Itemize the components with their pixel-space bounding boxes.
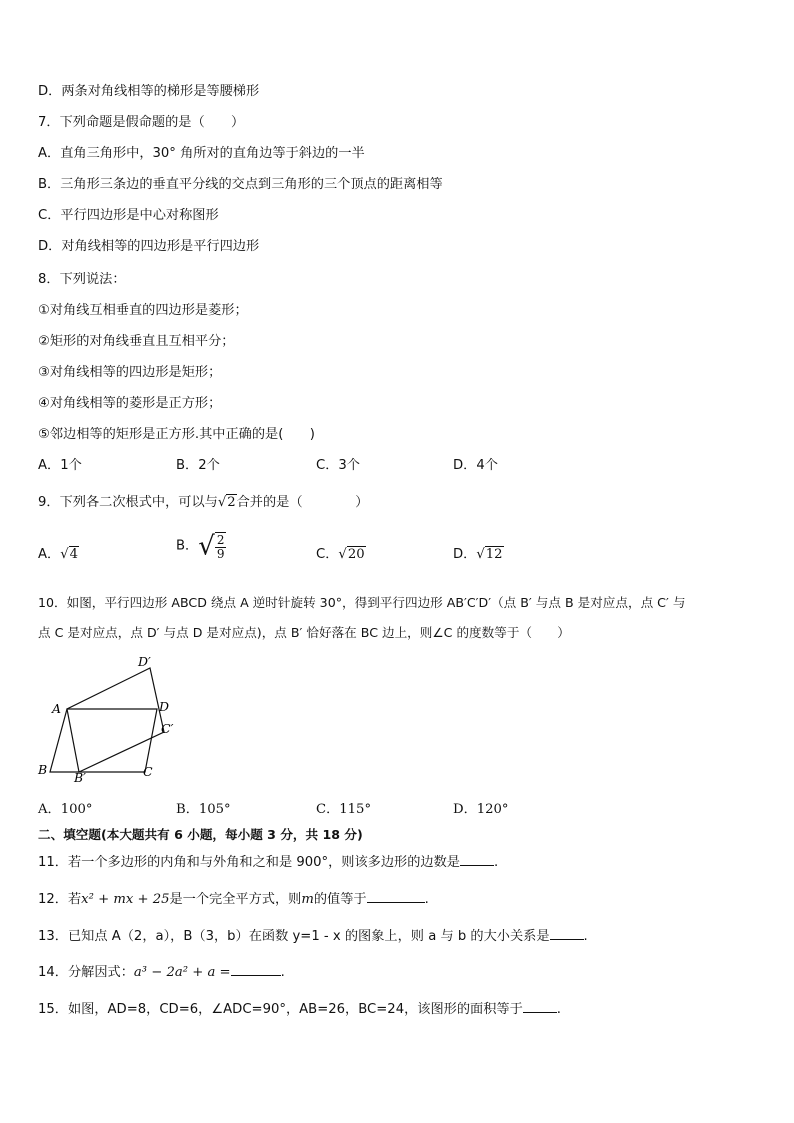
label-c-prime: C′ bbox=[161, 721, 174, 736]
q9-option-a bbox=[38, 546, 79, 564]
q14-pre: 14．分解因式： bbox=[38, 965, 134, 980]
q7-option-d: D．对角线相等的四边形是平行四边形 bbox=[38, 239, 260, 254]
q9-option-b-numerator: 2 bbox=[216, 533, 225, 547]
q9-option-c bbox=[316, 546, 366, 564]
q9-option-c-label: C． bbox=[316, 547, 339, 562]
q9-option-b-radical-sign: √ bbox=[198, 531, 215, 562]
q11-end: . bbox=[494, 855, 499, 870]
q9-option-d bbox=[453, 546, 504, 564]
label-d-prime: D′ bbox=[138, 654, 151, 669]
q6-option-d: D．两条对角线相等的梯形是等腰梯形 bbox=[38, 84, 260, 99]
q7-stem: 7．下列命题是假命题的是（ ） bbox=[38, 115, 245, 130]
q15-text: 15．如图，AD=8，CD=6，∠ADC=90°，AB=26，BC=24，该图形的面积等于 bbox=[38, 1002, 523, 1017]
q10-stem-line2: 点 C 是对应点，点 D′ 与点 D 是对应点)，点 B′ 恰好落在 BC 边上，则∠C 的度数等于（ ） bbox=[38, 625, 570, 640]
q15-end: . bbox=[556, 1002, 561, 1017]
q7-option-a: A．直角三角形中，30° 角所对的直角边等于斜边的一半 bbox=[38, 146, 365, 161]
q9-option-d-label: D． bbox=[453, 547, 477, 562]
q12-expression: x² + mx + 25 bbox=[81, 892, 170, 907]
q8-statement-3: ③对角线相等的四边形是矩形； bbox=[38, 365, 222, 380]
q10-option-c: C．115° bbox=[316, 802, 372, 817]
q10-option-d: D．120° bbox=[453, 802, 509, 817]
label-d: D bbox=[159, 699, 170, 714]
q12-end: . bbox=[424, 892, 429, 907]
q9-option-b-denominator: 9 bbox=[216, 547, 225, 561]
q8-statement-2: ②矩形的对角线垂直且互相平分； bbox=[38, 334, 235, 349]
q14-end: . bbox=[280, 965, 285, 980]
q9-stem-radical: √2 bbox=[217, 495, 236, 510]
q8-statement-5: ⑤邻边相等的矩形是正方形.其中正确的是( ) bbox=[38, 427, 315, 442]
q11-answer-blank[interactable] bbox=[460, 852, 494, 866]
q13-text: 13．已知点 A（2，a），B（3，b）在函数 y=1 - x 的图象上，则 a 与 b 的大小关系是 bbox=[38, 929, 550, 944]
q9-option-a-radical: √4 bbox=[60, 547, 79, 562]
q12-variable: m bbox=[301, 892, 314, 907]
q12 bbox=[38, 889, 429, 909]
q8-option-a: A．1个 bbox=[38, 458, 82, 473]
q9-option-a-radicand: 4 bbox=[69, 547, 79, 562]
q9-option-d-radicand: 12 bbox=[485, 547, 503, 562]
q10-stem-line1: 10．如图，平行四边形 ABCD 绕点 A 逆时针旋转 30°，得到平行四边形 AB′C′D′（点 B′ 与点 B 是对应点，点 C′ 与 bbox=[38, 595, 686, 610]
q7-option-c: C．平行四边形是中心对称图形 bbox=[38, 208, 219, 223]
q14-answer-blank[interactable] bbox=[231, 962, 281, 976]
q15 bbox=[38, 999, 561, 1019]
q14-expression: a³ − 2a² + a = bbox=[133, 965, 231, 980]
q12-post: 的值等于 bbox=[313, 892, 367, 907]
q12-answer-blank[interactable] bbox=[367, 889, 425, 903]
q9-stem bbox=[38, 494, 369, 512]
q7-option-b: B．三角形三条边的垂直平分线的交点到三角形的三个顶点的距离相等 bbox=[38, 177, 443, 192]
q9-stem-post: 合并的是（ ） bbox=[236, 495, 369, 510]
q8-option-c: C．3个 bbox=[316, 458, 360, 473]
q8-statement-1: ①对角线互相垂直的四边形是菱形； bbox=[38, 303, 248, 318]
q8-option-b: B．2个 bbox=[176, 458, 220, 473]
q10-parallelogram-figure bbox=[30, 650, 190, 785]
q11 bbox=[38, 852, 498, 872]
q9-option-b-label: B． bbox=[176, 538, 199, 554]
q8-statement-4: ④对角线相等的菱形是正方形； bbox=[38, 396, 222, 411]
q11-text: 11．若一个多边形的内角和与外角和之和是 900°，则该多边形的边数是 bbox=[38, 855, 460, 870]
q9-option-a-label: A． bbox=[38, 547, 61, 562]
q9-stem-pre: 9．下列各二次根式中，可以与 bbox=[38, 495, 218, 510]
q8-option-d: D．4个 bbox=[453, 458, 498, 473]
parallelogram-abcd bbox=[50, 709, 157, 772]
label-b: B bbox=[38, 762, 48, 777]
q8-stem: 8．下列说法： bbox=[38, 272, 126, 287]
q9-stem-radicand: 2 bbox=[227, 495, 236, 510]
section-2-heading: 二、填空题(本大题共有 6 小题，每小题 3 分，共 18 分) bbox=[38, 827, 363, 842]
q9-option-b bbox=[176, 532, 226, 561]
label-a: A bbox=[52, 701, 62, 716]
q10-option-b: B．105° bbox=[176, 802, 231, 817]
label-c: C bbox=[143, 764, 153, 779]
parallelogram-ab'c'd' bbox=[67, 668, 164, 772]
q15-answer-blank[interactable] bbox=[523, 999, 557, 1013]
q12-pre: 12．若 bbox=[38, 892, 82, 907]
q13-end: . bbox=[583, 929, 588, 944]
q12-mid: 是一个完全平方式，则 bbox=[169, 892, 302, 907]
q9-option-b-fraction bbox=[215, 532, 227, 561]
q14 bbox=[38, 962, 285, 982]
q9-option-d-radical: √12 bbox=[476, 547, 503, 562]
q9-option-c-radicand: 20 bbox=[347, 547, 365, 562]
q13 bbox=[38, 926, 588, 946]
q13-answer-blank[interactable] bbox=[550, 926, 584, 940]
q10-option-a: A．100° bbox=[38, 802, 93, 817]
q9-option-c-radical: √20 bbox=[338, 547, 365, 562]
label-b-prime: B′ bbox=[74, 770, 87, 785]
